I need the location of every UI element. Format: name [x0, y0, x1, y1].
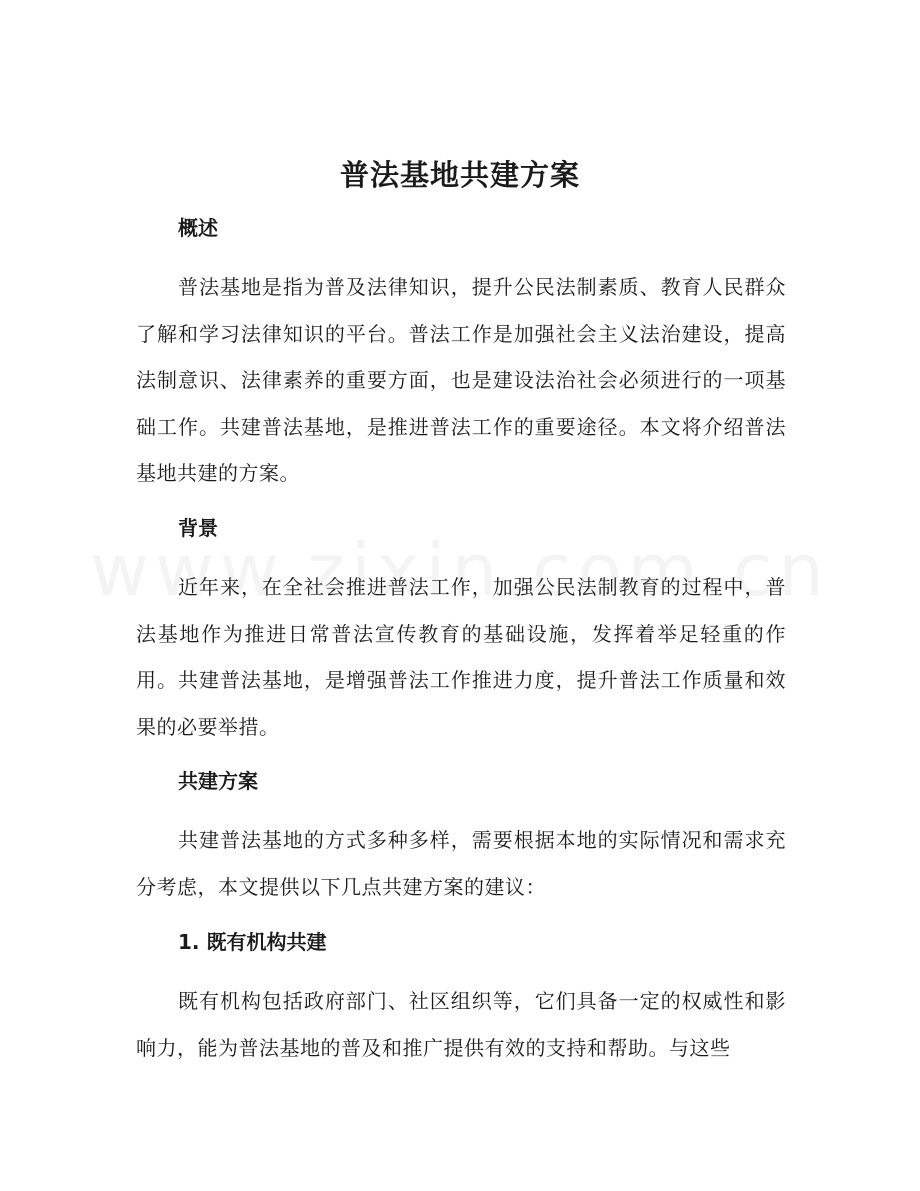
section-heading-existing-institutions: 1. 既有机构共建: [178, 930, 327, 954]
paragraph-overview: 普法基地是指为普及法律知识，提升公民法制素质、教育人民群众了解和学习法律知识的平台。普法工作是加强社会主义法治建设，提高法制意识、法律素养的重要方面，也是建设法治社会必须进行的一项基础工作。共建普法基地，是推进普法工作的重要途径。本文将介绍普法基地共建的方案。: [136, 275, 786, 485]
document-title: 普法基地共建方案: [339, 158, 580, 192]
paragraph-existing-institutions: 既有机构包括政府部门、社区组织等，它们具备一定的权威性和影响力，能为普法基地的普及和推广提供有效的支持和帮助。与这些: [136, 989, 786, 1060]
paragraph-background: 近年来，在全社会推进普法工作，加强公民法制教育的过程中，普法基地作为推进日常普法宣传教育的基础设施，发挥着举足轻重的作用。共建普法基地，是增强普法工作推进力度，提升普法工作质量和效果的必要举措。: [136, 575, 786, 739]
paragraph-plan: 共建普法基地的方式多种多样，需要根据本地的实际情况和需求充分考虑，本文提供以下几点共建方案的建议：: [136, 828, 786, 899]
section-heading-overview: 概述: [178, 216, 218, 240]
section-heading-plan: 共建方案: [178, 769, 258, 793]
section-heading-background: 背景: [178, 516, 218, 540]
